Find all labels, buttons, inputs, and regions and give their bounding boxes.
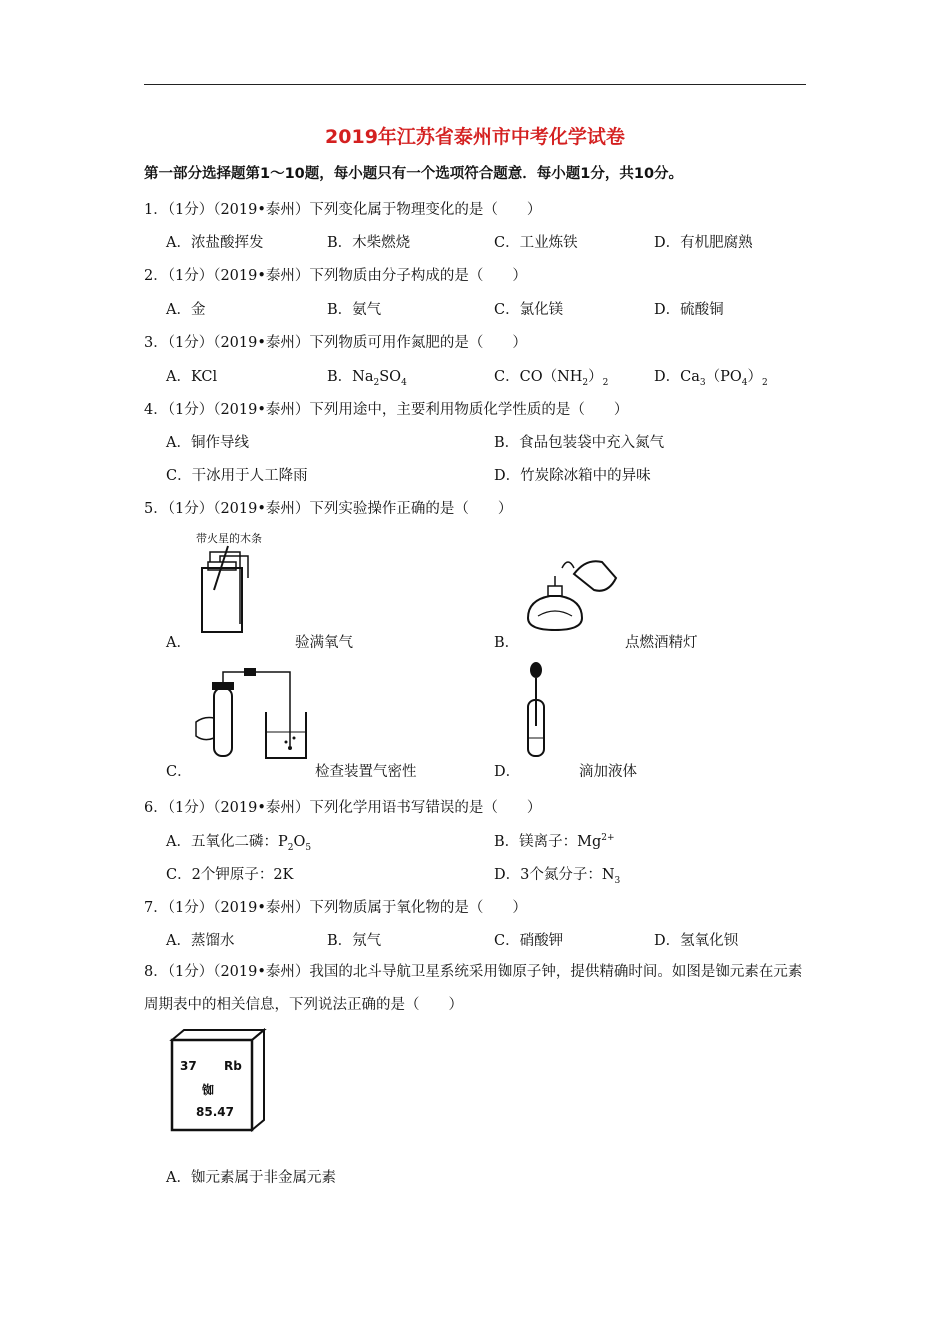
q3-option-a: A．KCl [166,369,218,385]
question-7-stem: 7．（1分）（2019•泰州）下列物质属于氧化物的是（ ） [144,900,527,916]
q3d-part3: ） [747,369,762,385]
lamp-liquid [538,611,572,616]
question-2-stem: 2．（1分）（2019•泰州）下列物质由分子构成的是（ ） [144,268,527,284]
q3-option-d [654,365,768,388]
beaker [266,712,306,758]
q7-option-c: C．硝酸钾 [494,933,564,949]
lamp-body [528,596,582,630]
q3b-sub2: 4 [401,377,407,388]
flame [562,562,574,568]
q1-option-a: A．浓盐酸挥发 [166,235,264,251]
q7-option-b: B．氖气 [327,933,382,949]
gas-bottle [202,568,242,632]
question-4-stem: 4．（1分）（2019•泰州）下列用途中，主要利用物质化学性质的是（ ） [144,402,629,418]
question-5-stem: 5．（1分）（2019•泰州）下列实验操作正确的是（ ） [144,501,513,517]
figure-label: 带火星的木条 [196,532,262,545]
q4-option-b: B．食品包装袋中充入氮气 [494,435,665,451]
dropper-figure [518,660,554,760]
q2-option-c: C．氯化镁 [494,302,564,318]
q1-option-b: B．木柴燃烧 [327,235,411,251]
q2-option-d: D．硫酸铜 [654,302,724,318]
q8-option-a: A．铷元素属于非金属元素 [166,1170,336,1186]
q5-option-b-caption: 点燃酒精灯 [625,635,698,651]
q3d-sub: 3 [699,377,706,388]
q3d-sub2: 4 [741,377,748,388]
q6b-part: B．镁离子：Mg [494,834,602,850]
atomic-number: 37 [180,1059,197,1073]
q5-option-d-letter: D． [494,764,521,780]
card-top [172,1030,264,1040]
q3b-sub: 2 [373,377,380,388]
q2-option-a: A．金 [166,302,206,318]
q6-option-a [166,830,311,853]
q6d-part: D．3个氮分子：N [494,867,615,883]
test-tube [214,688,232,756]
q3b-part: B．Na [327,369,374,385]
bubble [285,741,288,744]
element-name: 铷 [202,1083,215,1097]
q6a-part2: O [293,834,306,850]
q5-option-c-letter: C． [166,764,192,780]
q6a-part: A．五氧化二磷：P [166,834,288,850]
q5-option-c-caption: 检查装置气密性 [315,764,417,780]
question-3-stem: 3．（1分）（2019•泰州）下列物质可用作氮肥的是（ ） [144,335,527,351]
dropper-bulb [530,662,542,678]
q5-option-d-caption: 滴加液体 [579,764,637,780]
q1-option-d: D．有机肥腐熟 [654,235,753,251]
bubble [288,746,292,750]
q5-option-a-letter: A． [166,635,191,651]
question-6-stem: 6．（1分）（2019•泰州）下列化学用语书写错误的是（ ） [144,800,542,816]
q3c-sub2: 2 [602,377,609,388]
rubidium-element-card [168,1028,268,1134]
q6a-sub2: 5 [305,842,312,853]
q6-option-d [494,863,620,886]
q6-option-c: C．2个钾原子：2K [166,867,294,883]
lamp-neck [548,586,562,596]
page-title: 2019年江苏省泰州市中考化学试卷 [325,126,625,148]
bubble [293,737,296,740]
second-lamp [574,561,616,591]
q4-option-c: C．干冰用于人工降雨 [166,468,308,484]
q3c-part: C．CO（NH [494,369,583,385]
q3-option-b [327,365,407,388]
q3c-sub: 2 [582,377,589,388]
question-1-stem: 1．（1分）（2019•泰州）下列变化属于物理变化的是（ ） [144,202,542,218]
q6a-sub: 2 [287,842,294,853]
alcohol-lamp-figure [518,548,622,640]
q6-option-b [494,830,615,851]
atomic-mass: 85.47 [196,1105,234,1119]
q4-option-d: D．竹炭除冰箱中的异味 [494,468,651,484]
q3d-part2: （PO [705,369,742,385]
card-side [252,1030,264,1130]
q2-option-b: B．氨气 [327,302,382,318]
header-rule [144,84,806,85]
q7-option-d: D．氢氧化钡 [654,933,739,949]
q3b-part2: SO [379,369,402,385]
question-8-stem: 8．（1分）（2019•泰州）我国的北斗导航卫星系统采用铷原子钟，提供精确时间。如图是铷元素在元素周期表中的相关信息，下列说法正确的是（ ） [144,964,803,1013]
q3d-sub3: 2 [762,377,768,388]
hand [196,718,214,740]
q1-option-c: C．工业炼铁 [494,235,578,251]
oxygen-test-figure [190,528,270,636]
element-symbol: Rb [224,1059,242,1073]
q5-option-b-letter: B． [494,635,520,651]
q7-option-a: A．蒸馏水 [166,933,235,949]
q6d-sub: 3 [614,875,621,886]
q3c-part2: ） [588,369,603,385]
tube-stopper [212,682,234,690]
tube-clip [244,668,256,676]
section-heading: 第一部分选择题第1～10题，每小题只有一个选项符合题意．每小题1分，共10分。 [144,166,684,182]
airtightness-figure [190,662,308,762]
q5-option-a-caption: 验满氧气 [295,635,353,651]
q4-option-a: A．铜作导线 [166,435,249,451]
q3d-part: D．Ca [654,369,700,385]
q6b-sup: 2+ [601,833,615,844]
q3-option-c [494,365,608,388]
